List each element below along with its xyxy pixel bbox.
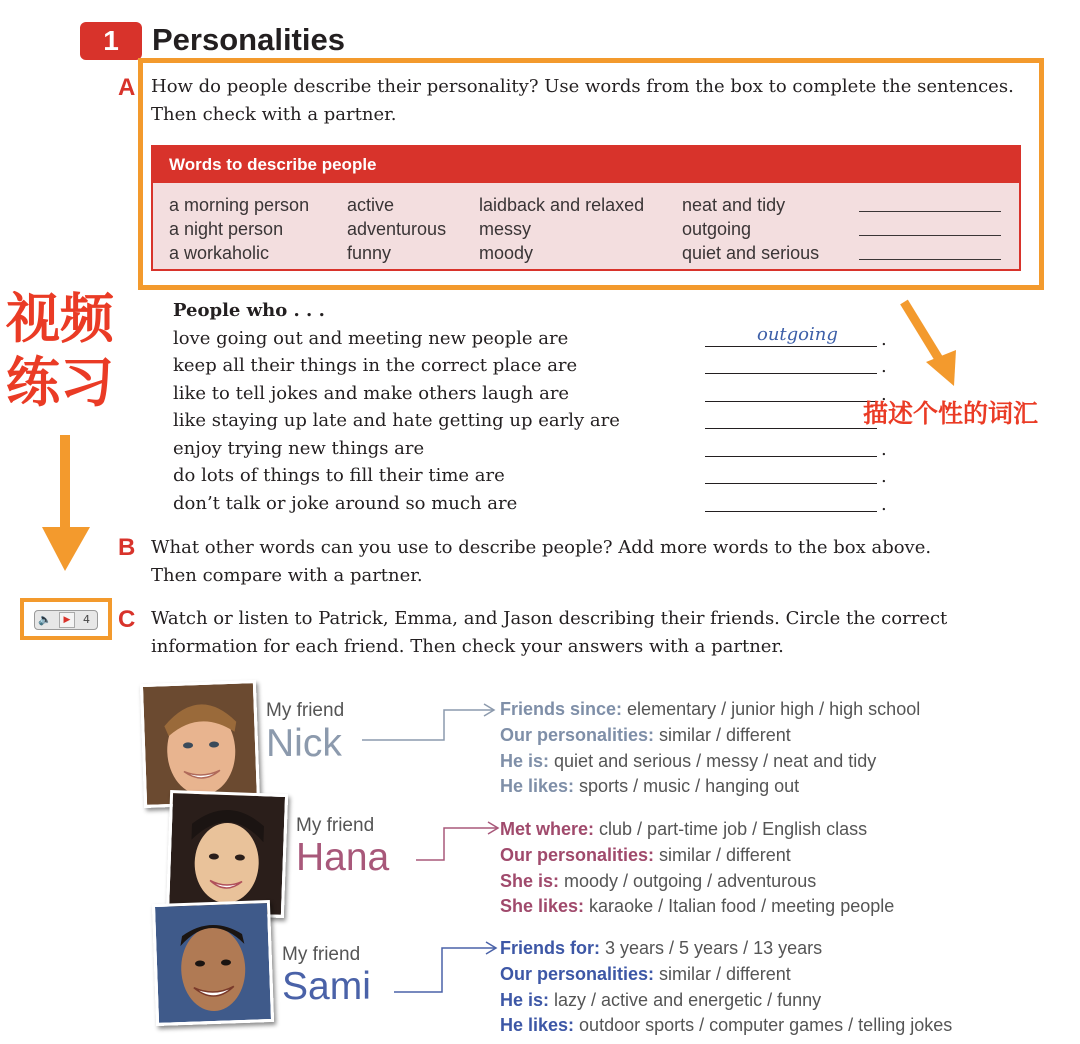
page-title: Personalities bbox=[152, 22, 345, 57]
video-practice-label-line1: 视频 bbox=[6, 287, 114, 350]
section-a-instruction-line2: Then check with a partner. bbox=[151, 104, 397, 125]
down-arrow-icon bbox=[38, 435, 94, 575]
play-icon[interactable]: ▶ bbox=[59, 612, 75, 628]
sentence-period: . bbox=[881, 329, 887, 350]
section-b-letter: B bbox=[118, 534, 136, 561]
sami-name: Sami bbox=[282, 965, 371, 1008]
answer-blank[interactable] bbox=[705, 456, 877, 457]
hana-connector-arrow-icon bbox=[414, 816, 504, 866]
nick-my-friend-label: My friend bbox=[266, 700, 345, 721]
answer-blank[interactable] bbox=[705, 511, 877, 512]
info-options[interactable]: karaoke / Italian food / meeting people bbox=[584, 896, 895, 916]
nick-info-row bbox=[500, 696, 920, 722]
info-key: He is: bbox=[500, 751, 550, 771]
hana-info-row bbox=[500, 893, 894, 919]
media-player-button[interactable] bbox=[34, 610, 98, 630]
vocabulary-note: 描述个性的词汇 bbox=[863, 399, 1039, 428]
sentence-row: keep all their things in the correct place are bbox=[173, 355, 578, 376]
word-item: laidback and relaxed bbox=[479, 195, 645, 215]
sentence-row: love going out and meeting new people are bbox=[173, 328, 569, 349]
photo-hana bbox=[166, 790, 288, 918]
sentence-period: . bbox=[881, 384, 887, 405]
word-item: moody bbox=[479, 243, 534, 263]
word-item: neat and tidy bbox=[682, 195, 786, 215]
hana-info-row bbox=[500, 868, 816, 894]
nick-info-row bbox=[500, 748, 876, 774]
track-number: 4 bbox=[83, 613, 90, 626]
info-key: Friends since: bbox=[500, 699, 623, 719]
answer-blank[interactable] bbox=[705, 483, 877, 484]
nick-connector-arrow-icon bbox=[360, 698, 500, 748]
word-item: funny bbox=[347, 243, 392, 263]
photo-sami bbox=[152, 900, 274, 1026]
nick-portrait bbox=[143, 683, 257, 805]
info-options[interactable]: moody / outgoing / adventurous bbox=[559, 871, 817, 891]
sentence-row: do lots of things to fill their time are bbox=[173, 465, 505, 486]
sentence-period: . bbox=[881, 466, 887, 487]
section-c-instruction-line2: information for each friend. Then check your answers with a partner. bbox=[151, 636, 784, 657]
highlight-frame-section-a bbox=[138, 58, 1044, 290]
answer-blank[interactable] bbox=[705, 428, 877, 429]
people-who-heading: People who . . . bbox=[173, 300, 325, 321]
sentence-period: . bbox=[881, 439, 887, 460]
hana-my-friend-label: My friend bbox=[296, 815, 375, 836]
hana-info-row bbox=[500, 816, 867, 842]
info-options[interactable]: lazy / active and energetic / funny bbox=[549, 990, 822, 1010]
section-a-instruction-line1: How do people describe their personality? Use words from the box to complete the sentences. bbox=[151, 76, 1014, 97]
info-key: She is: bbox=[500, 871, 560, 891]
info-key: Our personalities: bbox=[500, 964, 655, 984]
word-item: a morning person bbox=[169, 195, 310, 215]
nick-name: Nick bbox=[266, 722, 342, 765]
sentence-period: . bbox=[881, 494, 887, 515]
speaker-icon: 🔈 bbox=[38, 613, 52, 626]
word-item: outgoing bbox=[682, 219, 752, 239]
answer-blank[interactable] bbox=[705, 346, 877, 347]
info-options[interactable]: similar / different bbox=[654, 964, 791, 984]
word-box-title: Words to describe people bbox=[153, 147, 1019, 183]
info-key: He likes: bbox=[500, 776, 575, 796]
nick-info-row bbox=[500, 722, 791, 748]
word-item: active bbox=[347, 195, 395, 215]
handwritten-answer: outgoing bbox=[757, 324, 838, 345]
info-options[interactable]: 3 years / 5 years / 13 years bbox=[600, 938, 823, 958]
word-item: messy bbox=[479, 219, 532, 239]
section-a-letter: A bbox=[118, 74, 136, 101]
word-item: adventurous bbox=[347, 219, 447, 239]
sami-info-row bbox=[500, 987, 821, 1013]
info-options[interactable]: similar / different bbox=[654, 725, 791, 745]
photo-nick bbox=[140, 680, 260, 808]
word-item: a workaholic bbox=[169, 243, 270, 263]
section-b-instruction-line1: What other words can you use to describe people? Add more words to the box above. bbox=[151, 537, 932, 558]
sami-connector-arrow-icon bbox=[392, 936, 502, 998]
info-options[interactable]: outdoor sports / computer games / telling jokes bbox=[574, 1015, 953, 1035]
section-b-instruction-line2: Then compare with a partner. bbox=[151, 565, 423, 586]
hana-info-row bbox=[500, 842, 791, 868]
section-c-instruction-line1: Watch or listen to Patrick, Emma, and Jason describing their friends. Circle the correct bbox=[151, 608, 948, 629]
sentence-period: . bbox=[881, 356, 887, 377]
diagonal-arrow-icon bbox=[898, 298, 962, 390]
nick-info-row bbox=[500, 773, 799, 799]
sentence-row: like to tell jokes and make others laugh are bbox=[173, 383, 570, 404]
info-options[interactable]: similar / different bbox=[654, 845, 791, 865]
info-options[interactable]: quiet and serious / messy / neat and tidy bbox=[549, 751, 877, 771]
sentence-row: like staying up late and hate getting up early are bbox=[173, 410, 620, 431]
info-key: He is: bbox=[500, 990, 550, 1010]
exercise-number-badge: 1 bbox=[80, 22, 142, 60]
video-practice-label-line2: 练习 bbox=[6, 351, 114, 414]
hana-portrait bbox=[169, 793, 285, 915]
sentence-row: enjoy trying new things are bbox=[173, 438, 425, 459]
answer-blank[interactable] bbox=[705, 373, 877, 374]
info-key: Our personalities: bbox=[500, 845, 655, 865]
answer-blank[interactable] bbox=[705, 401, 877, 402]
sami-info-row bbox=[500, 935, 822, 961]
sami-info-row bbox=[500, 961, 791, 987]
word-item: a night person bbox=[169, 219, 284, 239]
word-item: quiet and serious bbox=[682, 243, 820, 263]
info-key: Friends for: bbox=[500, 938, 601, 958]
sami-info-row bbox=[500, 1012, 952, 1038]
info-key: Our personalities: bbox=[500, 725, 655, 745]
info-options[interactable]: club / part-time job / English class bbox=[594, 819, 868, 839]
info-options[interactable]: elementary / junior high / high school bbox=[622, 699, 921, 719]
info-options[interactable]: sports / music / hanging out bbox=[574, 776, 800, 796]
sami-my-friend-label: My friend bbox=[282, 944, 361, 965]
info-key: Met where: bbox=[500, 819, 595, 839]
media-player-frame bbox=[20, 598, 112, 640]
sentence-row: don’t talk or joke around so much are bbox=[173, 493, 518, 514]
sami-portrait bbox=[155, 903, 271, 1023]
info-key: She likes: bbox=[500, 896, 585, 916]
section-c-letter: C bbox=[118, 606, 136, 633]
info-key: He likes: bbox=[500, 1015, 575, 1035]
hana-name: Hana bbox=[296, 836, 390, 879]
